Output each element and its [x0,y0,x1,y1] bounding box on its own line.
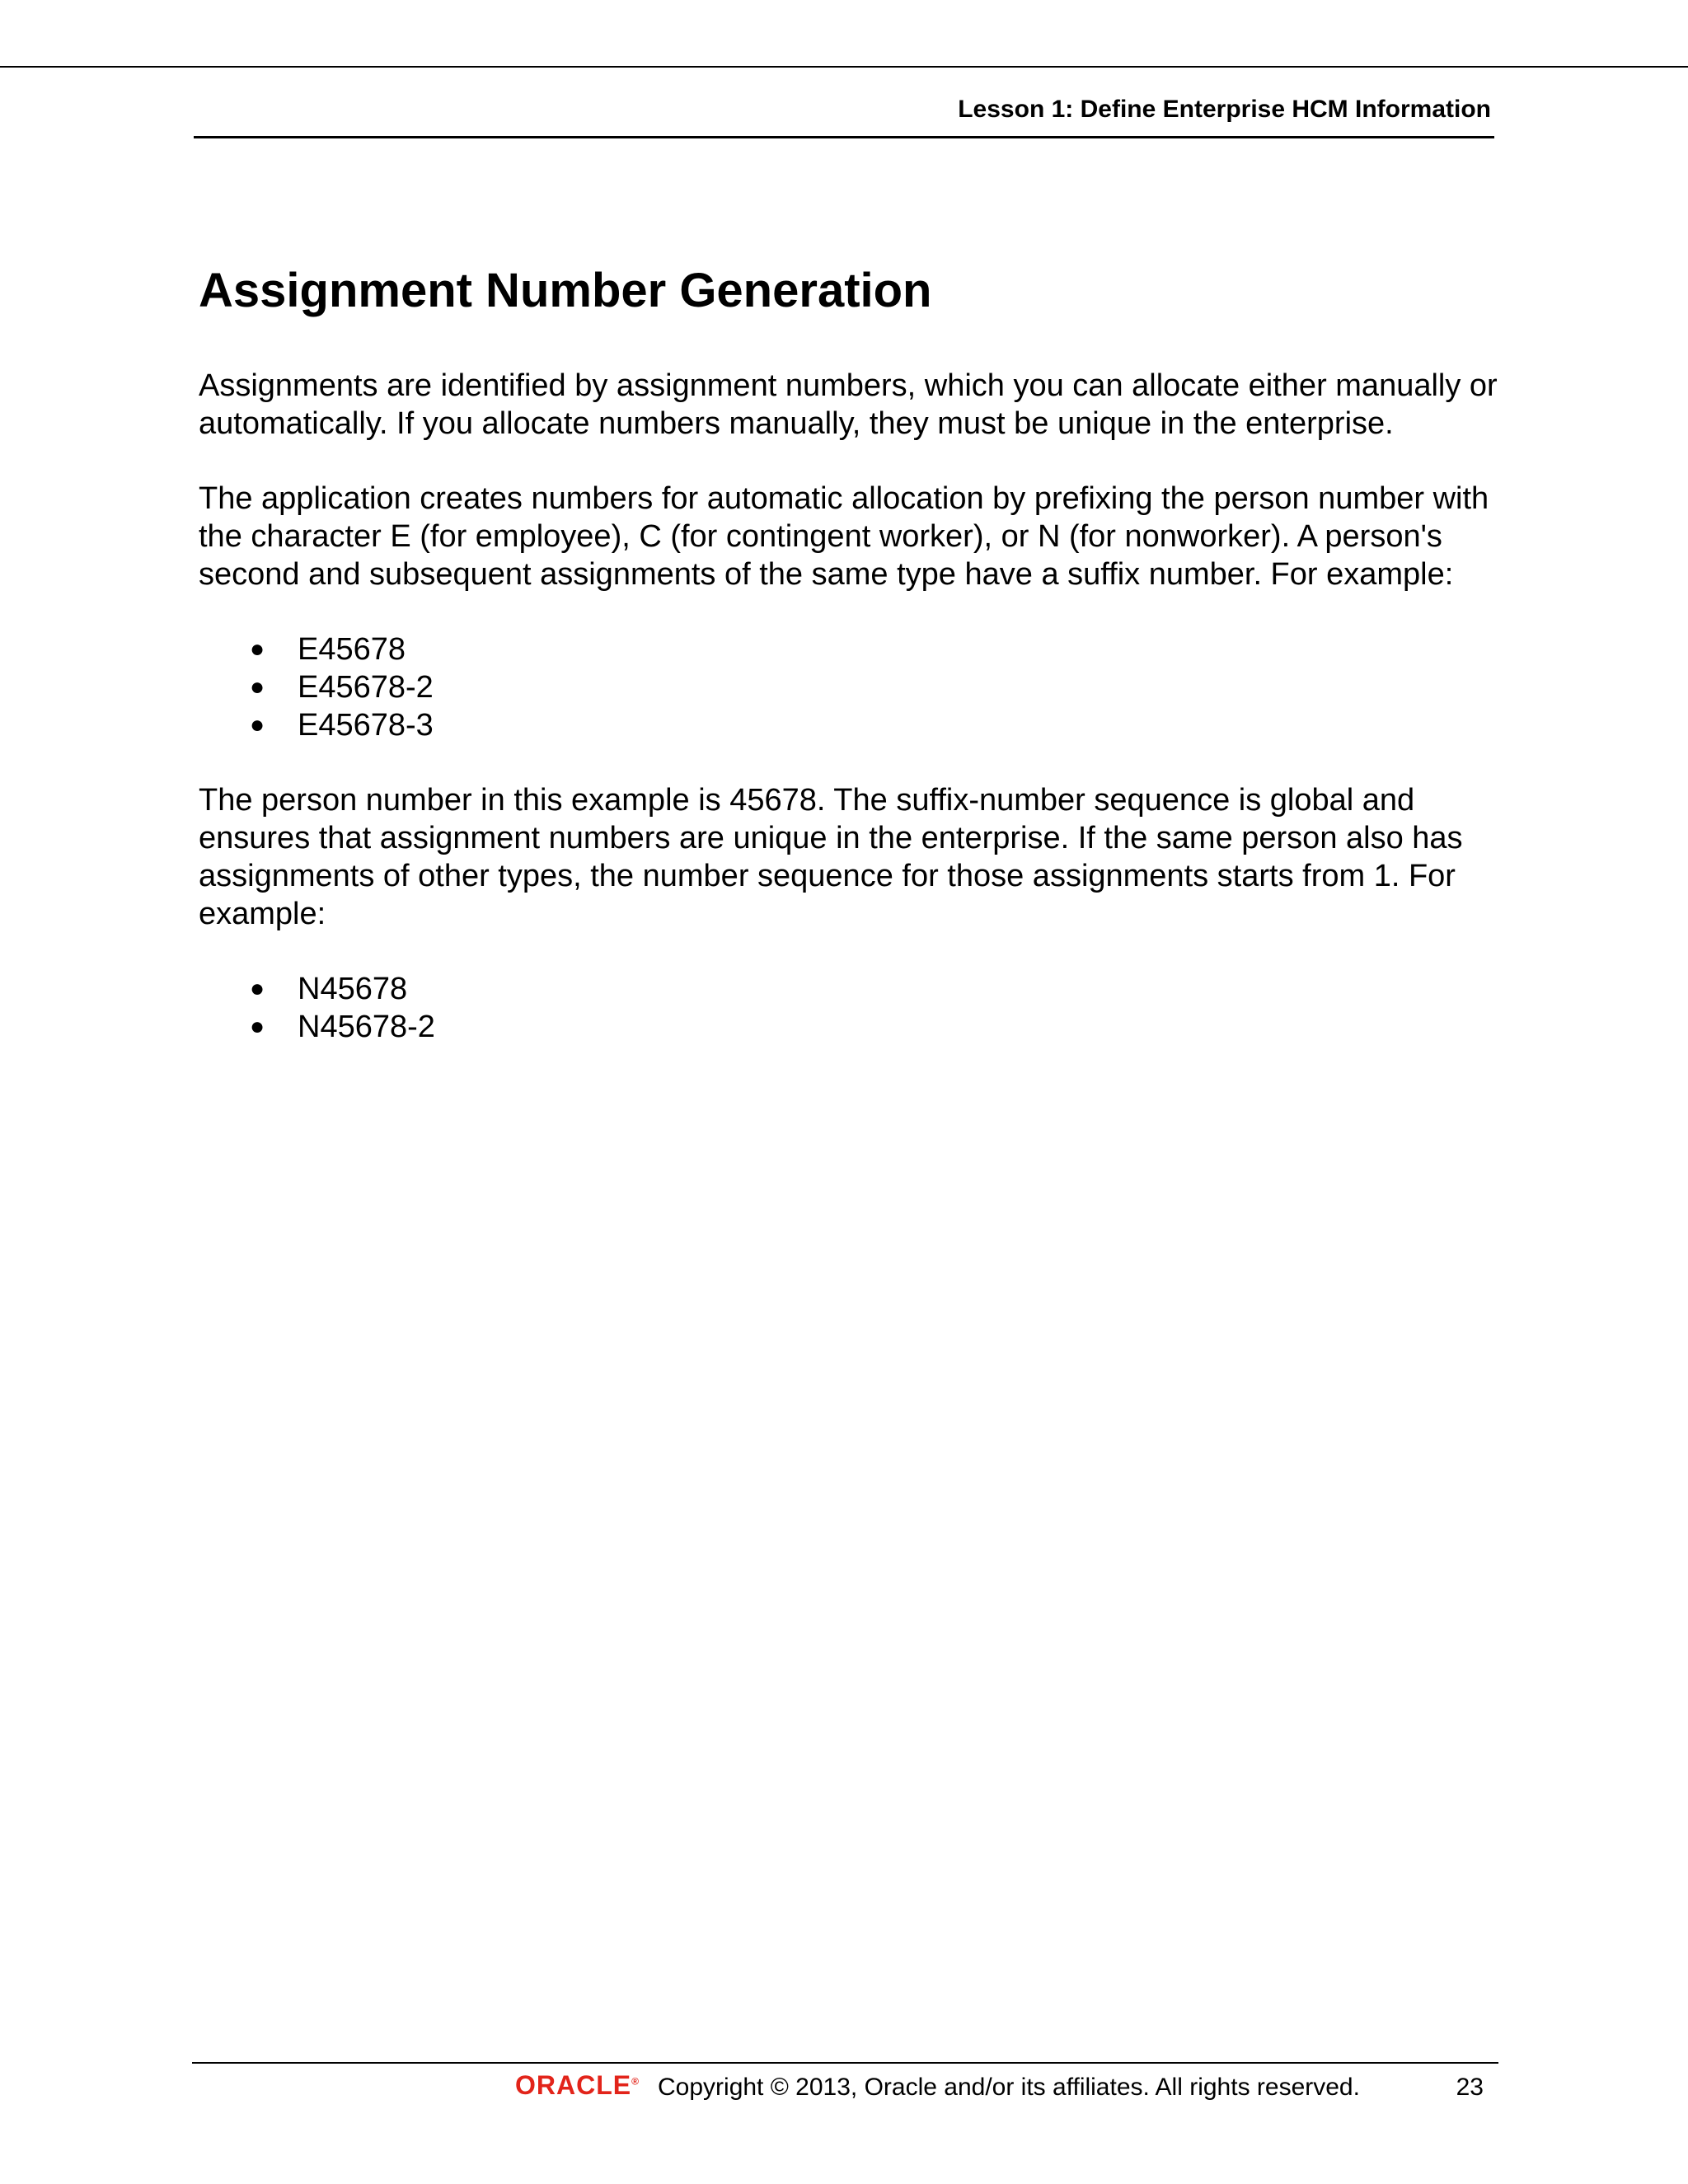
top-divider [0,66,1688,68]
example-list-employee [199,630,1501,744]
paragraph-automatic-allocation: The application creates numbers for automatic allocation by prefixing the person number with the character E (for employee), C (for contingent worker), or N (for nonworker). A person's second and subsequent assignments of the same type have a suffix number. For example: [199,480,1489,592]
bullet-icon: ● [250,974,265,1002]
example-list-nonworker [199,970,1501,1046]
paragraph-intro: Assignments are identified by assignment numbers, which you can allocate either manually or automatically. If you allocate numbers manually, they must be unique in the enterprise. [199,368,1498,441]
page-footer [515,2069,1496,2110]
list-item: ● E45678-3 [250,707,434,743]
list-item: ● N45678 [250,971,408,1006]
bullet-icon: ● [250,635,265,663]
bullet-icon: ● [250,710,265,738]
page-header [194,91,1494,138]
oracle-logo: ORACLE® [515,2070,640,2100]
page-number: 23 [1456,2074,1484,2101]
list-item: ● N45678-2 [250,1009,435,1044]
page-content [199,264,1501,1083]
paragraph-suffix-sequence: The person number in this example is 45678. The suffix-number sequence is global and ensures that assignment numbers are unique in the enterprise. If the same person also has assignments of other types, the number sequence for those assignments starts from 1. For example: [199,782,1463,931]
list-item: ● E45678 [250,631,406,667]
page-title: Assignment Number Generation [199,264,932,317]
lesson-title: Lesson 1: Define Enterprise HCM Information [958,96,1491,123]
copyright-notice: Copyright © 2013, Oracle and/or its affiliates. All rights reserved. [658,2074,1360,2101]
footer-divider [192,2062,1498,2064]
bullet-icon: ● [250,673,265,701]
bullet-icon: ● [250,1012,265,1040]
list-item: ● E45678-2 [250,669,434,705]
